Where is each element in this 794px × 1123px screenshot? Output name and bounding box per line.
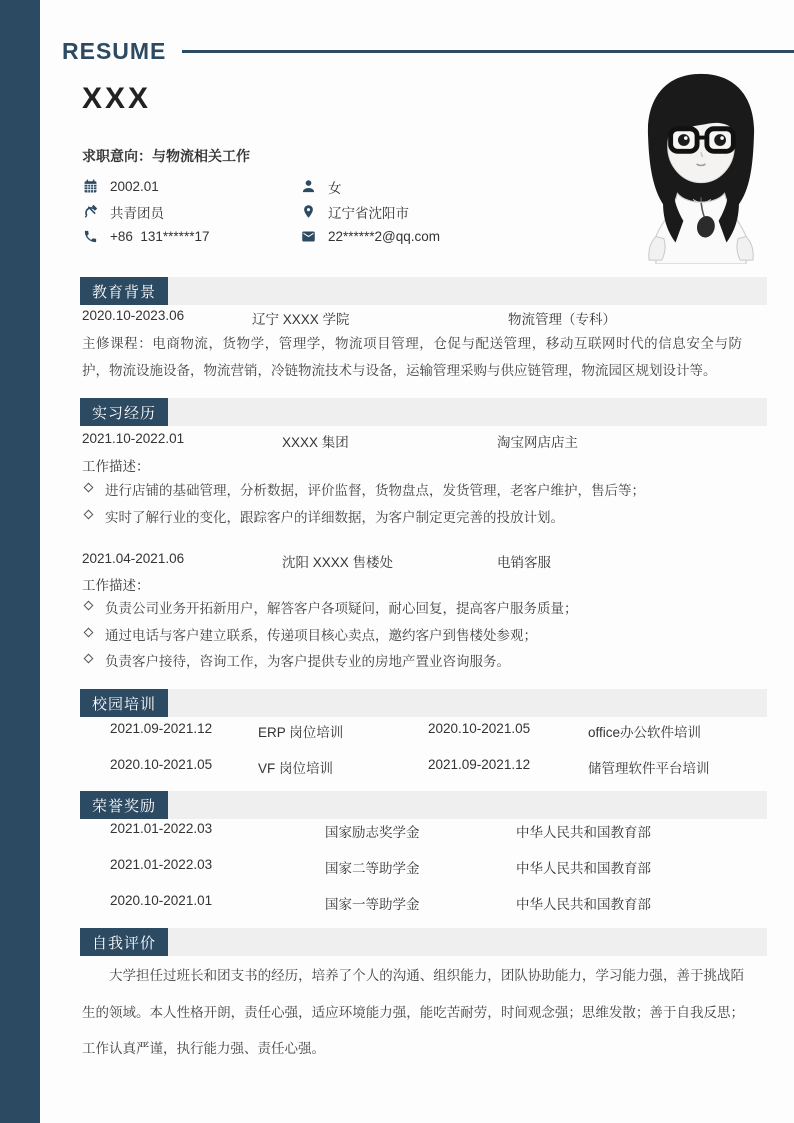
job-company: 沈阳 XXXX 售楼处 bbox=[282, 555, 394, 570]
bullet-text: 负责公司业务开拓新用户，解答客户各项疑问，耐心回复，提高客户服务质量； bbox=[105, 601, 578, 616]
diamond-bullet-icon bbox=[84, 510, 94, 520]
bullet-text: 通过电话与客户建立联系，传递项目核心卖点，邀约客户到售楼处参观； bbox=[105, 628, 537, 643]
job-objective: 求职意向：与物流相关工作 bbox=[82, 148, 250, 164]
league-emblem-icon bbox=[82, 204, 98, 220]
phone-number: +86 131******17 bbox=[110, 229, 210, 244]
education-period: 2020.10-2023.06 bbox=[82, 308, 185, 323]
training-row bbox=[110, 757, 710, 777]
section-header-self-eval bbox=[80, 928, 767, 956]
honor-issuer: 中华人民共和国教育部 bbox=[516, 897, 651, 912]
education-courses: 主修课程：电商物流，货物学，管理学，物流项目管理，仓促与配送管理，移动互联网时代的信息安全与防护，物流设施设备，物流营销，冷链物流技术与设备，运输管理采购与供应链管理，物流园区规划设计等。 bbox=[82, 336, 742, 378]
honor-period: 2021.01-2022.03 bbox=[110, 821, 213, 836]
section-header-training bbox=[80, 689, 767, 717]
phone-icon bbox=[82, 229, 98, 245]
training-period: 2020.10-2021.05 bbox=[110, 757, 213, 772]
left-accent-strip bbox=[0, 0, 40, 1123]
job-role: 淘宝网店店主 bbox=[497, 435, 578, 450]
education-row bbox=[82, 308, 616, 328]
job-row bbox=[82, 551, 551, 571]
honor-row bbox=[110, 857, 651, 877]
email-icon bbox=[300, 229, 316, 245]
job-company: XXXX 集团 bbox=[282, 435, 349, 450]
person-icon bbox=[300, 179, 316, 195]
job-bullet bbox=[85, 624, 735, 644]
training-course: office办公软件培训 bbox=[588, 725, 702, 740]
diamond-bullet-icon bbox=[84, 601, 94, 611]
job-period: 2021.04-2021.06 bbox=[82, 551, 185, 566]
job-row bbox=[82, 431, 578, 451]
diamond-bullet-icon bbox=[84, 628, 94, 638]
training-row bbox=[110, 721, 701, 741]
training-period: 2020.10-2021.05 bbox=[428, 721, 531, 736]
section-title-training: 校园培训 bbox=[80, 689, 168, 717]
job-bullet bbox=[85, 506, 735, 526]
job-desc-label: 工作描述： bbox=[82, 459, 150, 474]
job-period: 2021.10-2022.01 bbox=[82, 431, 185, 446]
honor-period: 2021.01-2022.03 bbox=[110, 857, 213, 872]
section-title-internship: 实习经历 bbox=[80, 398, 168, 426]
training-period: 2021.09-2021.12 bbox=[428, 757, 531, 772]
honor-period: 2020.10-2021.01 bbox=[110, 893, 213, 908]
bullet-text: 进行店铺的基础管理，分析数据，评价监督，货物盘点，发货管理，老客户维护，售后等； bbox=[105, 483, 645, 498]
section-title-honors: 荣誉奖励 bbox=[80, 791, 168, 819]
bullet-text: 负责客户接待，咨询工作，为客户提供专业的房地产置业咨询服务。 bbox=[105, 654, 510, 669]
email-address: 22******2@qq.com bbox=[328, 229, 441, 244]
job-role: 电销客服 bbox=[497, 555, 551, 570]
training-course: 储管理软件平台培训 bbox=[588, 761, 710, 776]
job-bullet bbox=[85, 597, 735, 617]
job-bullet bbox=[85, 479, 735, 499]
contact-row-phone bbox=[82, 224, 209, 249]
job-desc-label: 工作描述： bbox=[82, 578, 150, 593]
location: 辽宁省沈阳市 bbox=[328, 205, 409, 221]
contact-row-political bbox=[82, 199, 209, 224]
section-header-education bbox=[80, 277, 767, 305]
training-period: 2021.09-2021.12 bbox=[110, 721, 213, 736]
contact-column-right bbox=[300, 174, 440, 249]
bullet-text: 实时了解行业的变化，跟踪客户的详细数据，为客户制定更完善的投放计划。 bbox=[105, 510, 564, 525]
job-bullet bbox=[85, 650, 735, 670]
political-status: 共青团员 bbox=[110, 205, 164, 221]
location-icon bbox=[300, 204, 316, 220]
honor-award: 国家二等助学金 bbox=[325, 861, 420, 876]
honor-row bbox=[110, 821, 651, 841]
honor-issuer: 中华人民共和国教育部 bbox=[516, 861, 651, 876]
resume-content bbox=[40, 0, 794, 1123]
education-school: 辽宁 XXXX 学院 bbox=[252, 312, 350, 327]
contact-row-location bbox=[300, 199, 440, 224]
contact-row-email bbox=[300, 224, 440, 249]
self-evaluation-text: 大学担任过班长和团支书的经历，培养了个人的沟通、组织能力，团队协助能力，学习能力强，善于挑战陌生的领域。本人性格开朗，责任心强，适应环境能力强，能吃苦耐劳，时间观念强；思维发散；善于自我反思；工作认真严谨，执行能力强、责任心强。 bbox=[82, 968, 744, 1056]
honor-issuer: 中华人民共和国教育部 bbox=[516, 825, 651, 840]
diamond-bullet-icon bbox=[84, 654, 94, 664]
honor-row bbox=[110, 893, 651, 913]
contact-row-birth bbox=[82, 174, 209, 199]
brand-row bbox=[62, 38, 794, 65]
training-course: VF 岗位培训 bbox=[258, 761, 334, 776]
calendar-icon bbox=[82, 179, 98, 195]
birth-date: 2002.01 bbox=[110, 179, 159, 194]
gender: 女 bbox=[328, 180, 342, 196]
diamond-bullet-icon bbox=[84, 483, 94, 493]
contact-row-gender bbox=[300, 174, 440, 199]
education-major: 物流管理（专科） bbox=[508, 312, 616, 327]
honor-award: 国家励志奖学金 bbox=[325, 825, 420, 840]
section-title-education: 教育背景 bbox=[80, 277, 168, 305]
section-title-self-eval: 自我评价 bbox=[80, 928, 168, 956]
section-header-internship bbox=[80, 398, 767, 426]
training-course: ERP 岗位培训 bbox=[258, 725, 344, 740]
honor-award: 国家一等助学金 bbox=[325, 897, 420, 912]
brand-underline bbox=[182, 50, 794, 53]
section-header-honors bbox=[80, 791, 767, 819]
avatar bbox=[622, 68, 780, 264]
contact-column-left bbox=[82, 174, 209, 249]
candidate-name: XXX bbox=[82, 82, 152, 115]
brand-title: RESUME bbox=[62, 38, 167, 64]
